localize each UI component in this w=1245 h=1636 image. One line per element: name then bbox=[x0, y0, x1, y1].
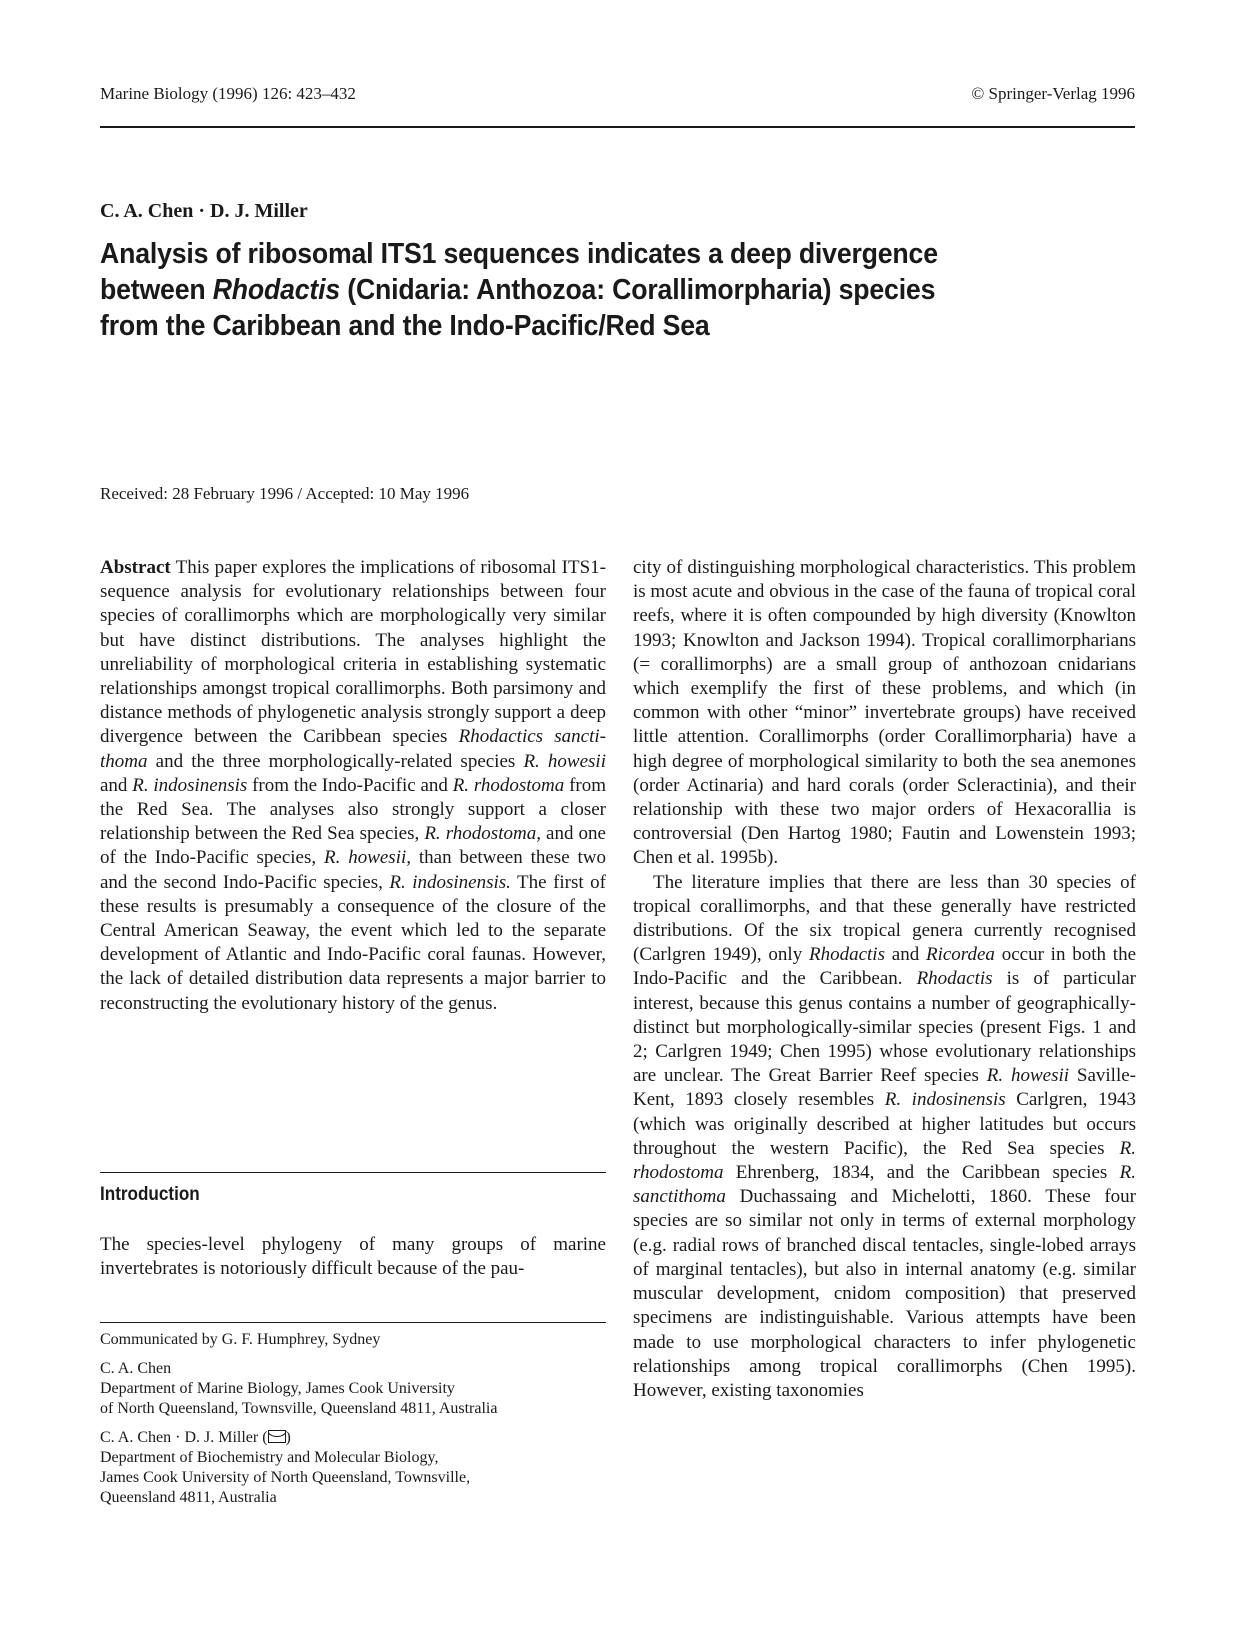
paragraph-1: city of distinguishing morphological characteristics. This problem is most acute and obvious in the case of the fauna of tropical coral reefs, where it is often compounded by high diversity (Knowlton 1993; Knowlton and Jackson 1994). Tropical corallimorpharians (= corallimorphs) are a small group of anthozoan cnidarians which exemplify the first of these problems, and which (in common with other “minor” invertebrate groups) have received little attention. Corallimorphs (order Corallimorpharia) have a high degree of morphological similarity to both the sea anemones (order Actinaria) and hard corals (order Scleractinia), and their relationship with these two major orders of Hexacorallia is controversial (Den Hartog 1980; Fautin and Lowenstein 1993; Chen et al. 1995b). bbox=[633, 557, 1136, 869]
authors: C. A. Chen · D. J. Miller bbox=[100, 200, 308, 222]
footnote-rule bbox=[100, 1322, 606, 1323]
article-title bbox=[100, 236, 1057, 344]
affiliation-1: C. A. Chen Department of Marine Biology, James Cook University of North Queensland, Townsville, Queensland 4811, Australia bbox=[100, 1360, 498, 1417]
introduction-heading: Introduction bbox=[100, 1184, 200, 1205]
title-line-1: Analysis of ribosomal ITS1 sequences indicates a deep divergence bbox=[100, 238, 938, 270]
received-accepted-dates: Received: 28 February 1996 / Accepted: 10 May 1996 bbox=[100, 484, 470, 503]
abstract-text: Abstract This paper explores the implications of ribosomal ITS1-sequence analysis for evolutionary relationships between four species of corallimorphs which are morphologically very similar but have distinct distributions. The analyses highlight the unreliability of morphological criteria in establishing systematic relationships amongst tropical corallimorphs. Both parsimony and distance methods of phylogenetic analysis strongly support a deep divergence between the Caribbean species Rhodactics sancti-thoma and the three morphologically-related species R. howesii and R. indosinensis from the Indo-Pacific and R. rhodostoma from the Red Sea. The analyses also strongly support a closer relationship between the Red Sea species, R. rhodostoma, and one of the Indo-Pacific species, R. howesii, than between these two and the second Indo-Pacific species, R. indosinensis. The first of these results is presumably a consequence of the closure of the Central American Seaway, the event which led to the separate development of Atlantic and Indo-Pacific coral faunas. However, the lack of detailed distribution data represents a major barrier to reconstructing the evolutionary history of the genus. bbox=[100, 557, 607, 1014]
header-rule bbox=[100, 126, 1135, 128]
footnotes bbox=[100, 1330, 606, 1517]
journal-citation: Marine Biology (1996) 126: 423–432 bbox=[100, 84, 356, 103]
abstract bbox=[100, 556, 606, 1016]
introduction-text: The species-level phylogeny of many groups of marine invertebrates is notoriously difficult because of the pau- bbox=[100, 1234, 606, 1280]
communicated-by: Communicated by G. F. Humphrey, Sydney bbox=[100, 1331, 381, 1348]
abstract-heading: Abstract bbox=[100, 557, 171, 578]
right-column bbox=[633, 556, 1136, 1403]
title-line-2: between Rhodactis (Cnidaria: Anthozoa: Corallimorpharia) species bbox=[100, 274, 936, 306]
envelope-icon bbox=[268, 1430, 286, 1443]
publisher-copyright: © Springer-Verlag 1996 bbox=[971, 84, 1135, 103]
affiliation-2: C. A. Chen · D. J. Miller ( ) Department of Biochemistry and Molecular Biology, James Cook University of North Queensland, Townsville, Queensland 4811, Australia bbox=[100, 1429, 471, 1506]
section-rule bbox=[100, 1172, 606, 1173]
paragraph-2: The literature implies that there are less than 30 species of tropical corallimorphs, and that these generally have restricted distributions. Of the six tropical genera currently recognised (Carlgren 1949), only Rhodactis and Ricordea occur in both the Indo-Pacific and the Caribbean. Rhodactis is of particular interest, because this genus contains a number of geographically-distinct but morphologically-similar species (present Figs. 1 and 2; Carlgren 1949; Chen 1995) whose evolutionary relationships are unclear. The Great Barrier Reef species R. howesii Saville-Kent, 1893 closely resembles R. indosinensis Carlgren, 1943 (which was originally described at higher latitudes but occurs throughout the western Pacific), the Red Sea species R. rhodostoma Ehrenberg, 1834, and the Caribbean species R. sanctithoma Duchassaing and Michelotti, 1860. These four species are so similar not only in terms of external morphology (e.g. radial rows of branched discal tentacles, single-lobed arrays of marginal tentacles), but also in internal anatomy (e.g. similar muscular development, cnidom composition) that preserved specimens are indistinguishable. Various attempts have been made to use morphological characters to infer phylogenetic relationships among tropical corallimorphs (Chen 1995). However, existing taxonomies bbox=[633, 871, 1137, 1401]
title-line-3: from the Caribbean and the Indo-Pacific/Red Sea bbox=[100, 310, 710, 342]
